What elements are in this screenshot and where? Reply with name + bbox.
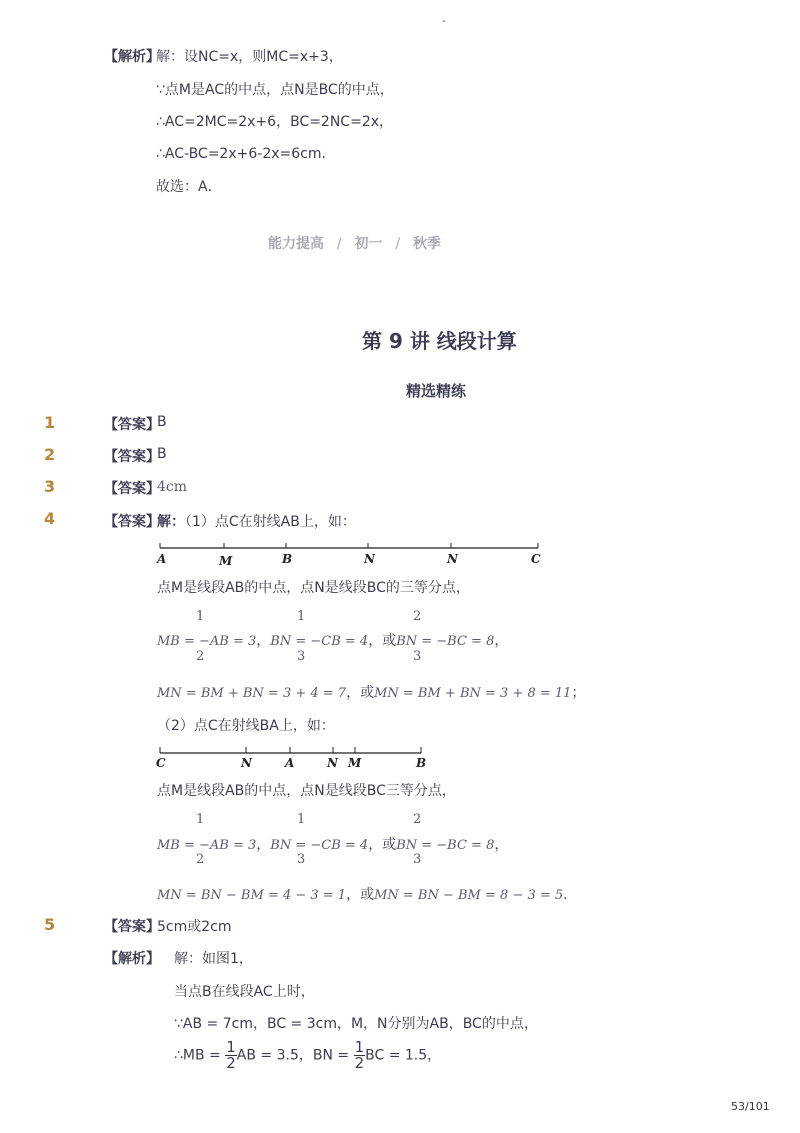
solution-line-fractions	[174, 1040, 441, 1071]
frac-numerator: 2	[413, 812, 422, 827]
answer-tag: 【答案】	[104, 514, 160, 530]
math-text: AB = 3.5，BN =	[236, 1047, 350, 1064]
punctuation: ．	[563, 887, 578, 903]
point-label-b: B	[416, 756, 427, 770]
punctuation: ，	[256, 837, 271, 853]
frac-denominator: 3	[297, 852, 306, 867]
section-title: 精选精练	[406, 382, 467, 400]
answer-value: 4cm	[157, 479, 188, 495]
solution-line: 解：设NC=x，则MC=x+3，	[156, 49, 343, 65]
solution-line: ∴AC=2MC=2x+6，BC=2NC=2x，	[156, 114, 394, 130]
question-number: 3	[44, 477, 56, 496]
page-number: 53/101	[731, 1100, 770, 1113]
math-expression: MN = BN − BM = 8 − 3 = 5	[374, 888, 564, 903]
math-expression: MB = −AB = 3	[157, 634, 257, 649]
frac-denominator: 2	[196, 649, 205, 664]
question-number: 4	[44, 509, 56, 528]
point-label-n: N	[364, 552, 375, 566]
frac-numerator: 1	[196, 609, 205, 624]
answer-value: B	[157, 414, 167, 430]
punctuation: ，	[494, 633, 509, 649]
case1-equation-2	[157, 682, 585, 702]
solution-line: 解：如图1，	[174, 951, 253, 967]
math-expression: MN = BM + BN = 3 + 8 = 11	[374, 686, 572, 701]
frac-numerator: 1	[297, 812, 306, 827]
point-label-a: A	[285, 756, 295, 770]
solution-line: 当点B在线段AC上时，	[174, 984, 315, 1000]
top-mark: -	[442, 16, 446, 27]
segment-figure-1	[150, 538, 550, 568]
connector: ，或	[346, 685, 375, 701]
case1-intro-text: （1）点C在射线AB上，如：	[185, 514, 356, 530]
case2-equation-1	[157, 834, 508, 854]
frac-denominator: 2	[354, 1054, 365, 1072]
frac-numerator: 2	[413, 609, 422, 624]
math-expression: BN = −BC = 8	[396, 838, 495, 853]
breadcrumb-grade: 初一	[354, 236, 383, 252]
analysis-tag: 【解析】	[104, 951, 160, 967]
point-label-c: C	[156, 756, 166, 770]
frac-numerator: 1	[354, 1038, 365, 1056]
segment-figure-2	[150, 742, 440, 762]
punctuation: ，	[494, 837, 509, 853]
point-label-m: M	[219, 554, 233, 568]
punctuation: ；	[571, 685, 586, 701]
math-text: BC = 1.5，	[365, 1047, 442, 1064]
point-label-n: N	[241, 756, 252, 770]
breadcrumb-level: 能力提高	[268, 236, 324, 252]
solution-line: ∵AB = 7cm，BC = 3cm，M，N分别为AB，BC的中点，	[174, 1016, 538, 1032]
breadcrumb-separator: /	[336, 236, 342, 252]
point-label-n: N	[327, 756, 338, 770]
answer-tag: 【答案】	[104, 481, 160, 497]
frac-denominator: 3	[413, 649, 422, 664]
case2-text: 点M是线段AB的中点，点N是线段BC三等分点，	[157, 783, 456, 799]
math-expression: BN = −CB = 4	[270, 634, 369, 649]
fraction	[354, 1040, 366, 1071]
point-label-n: N	[447, 552, 458, 566]
case1-intro	[157, 511, 356, 531]
answer-value: B	[157, 446, 167, 462]
frac-numerator: 1	[196, 812, 205, 827]
punctuation: ，	[256, 633, 271, 649]
answer-tag: 【答案】	[104, 417, 160, 433]
math-expression: MN = BM + BN = 3 + 4 = 7	[157, 686, 347, 701]
frac-denominator: 3	[297, 649, 306, 664]
breadcrumb-season: 秋季	[412, 236, 441, 252]
point-label-m: M	[348, 756, 362, 770]
frac-denominator: 2	[226, 1054, 236, 1072]
point-label-a: A	[157, 552, 167, 566]
connector: ，或	[368, 633, 397, 649]
point-label-c: C	[531, 552, 541, 566]
solution-prefix: 解：	[157, 514, 185, 530]
question-number: 2	[44, 445, 56, 464]
lecture-title: 第 9 讲 线段计算	[362, 329, 517, 353]
frac-denominator: 3	[413, 852, 422, 867]
case2-intro: （2）点C在射线BA上，如：	[157, 718, 335, 734]
connector: ，或	[368, 837, 397, 853]
solution-line: 故选：A．	[156, 179, 222, 195]
analysis-tag: 【解析】	[104, 49, 160, 65]
fraction	[225, 1040, 237, 1071]
connector: ，或	[346, 887, 375, 903]
question-number: 5	[44, 915, 56, 934]
frac-numerator: 1	[297, 609, 306, 624]
solution-line: ∴AC-BC=2x+6-2x=6cm．	[156, 146, 336, 162]
answer-value: 5cm或2cm	[157, 919, 232, 935]
math-expression: BN = −BC = 8	[396, 634, 495, 649]
math-text: ∴MB =	[174, 1047, 221, 1064]
frac-numerator: 1	[226, 1038, 236, 1056]
solution-line: ∵点M是AC的中点，点N是BC的中点，	[156, 82, 394, 98]
answer-tag: 【答案】	[104, 919, 160, 935]
case1-text: 点M是线段AB的中点，点N是线段BC的三等分点，	[157, 580, 470, 596]
question-number: 1	[44, 413, 56, 432]
point-label-b: B	[282, 552, 293, 566]
answer-tag: 【答案】	[104, 449, 160, 465]
frac-denominator: 2	[196, 852, 205, 867]
breadcrumb-separator: /	[395, 236, 401, 252]
case1-equation-1	[157, 630, 508, 650]
math-expression: MN = BN − BM = 4 − 3 = 1	[157, 888, 347, 903]
math-expression: BN = −CB = 4	[270, 838, 369, 853]
breadcrumb	[268, 233, 441, 253]
math-expression: MB = −AB = 3	[157, 838, 257, 853]
case2-equation-2	[157, 884, 577, 904]
